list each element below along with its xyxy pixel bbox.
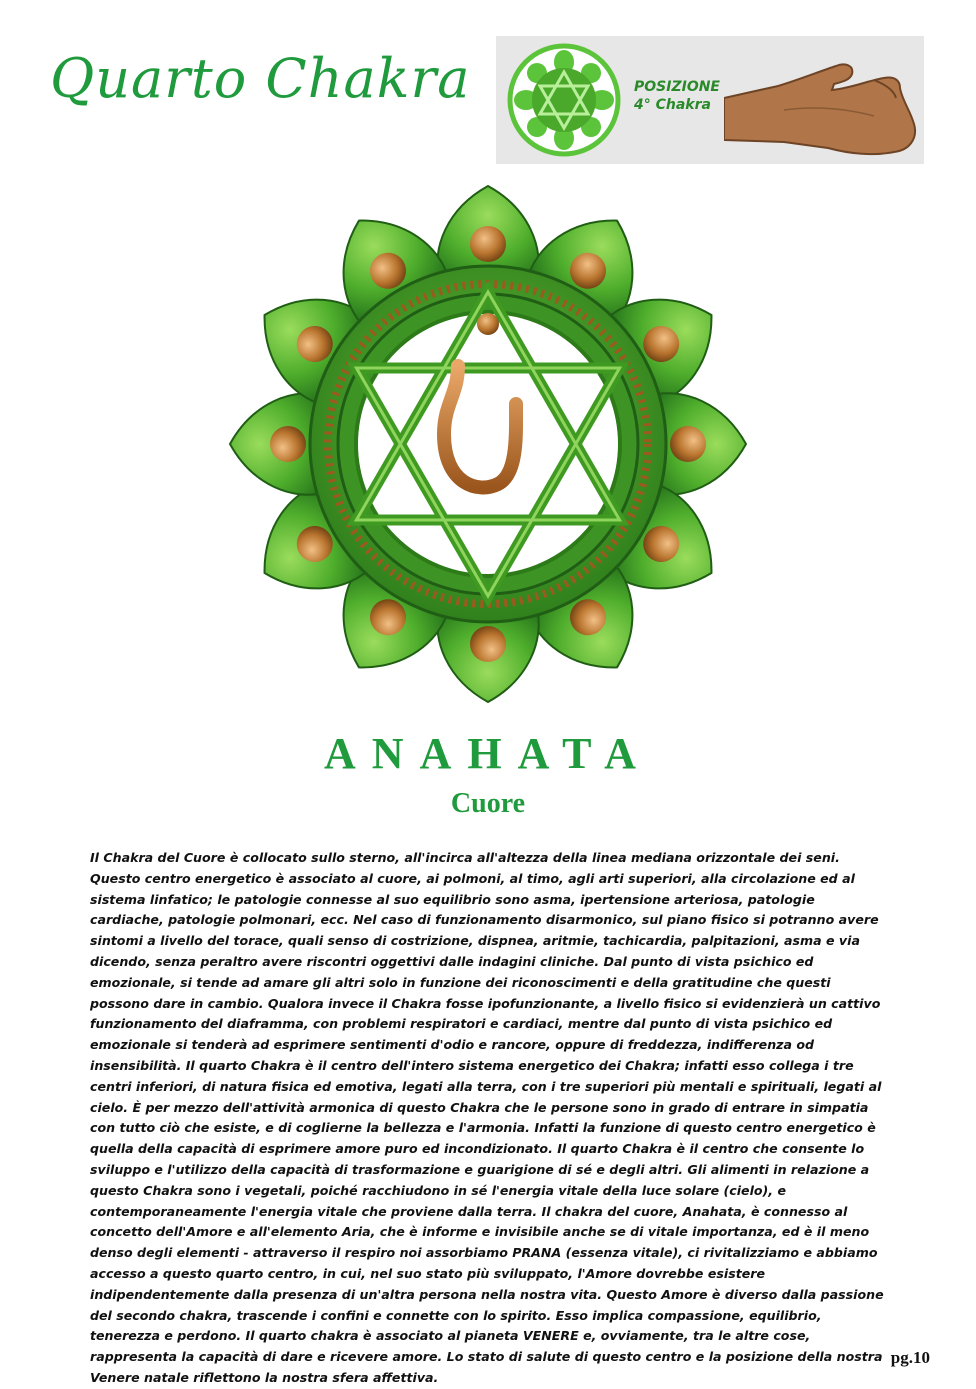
- body-paragraph: Il Chakra del Cuore è collocato sullo sterno, all'incirca all'altezza della linea mediana orizzontale dei seni. Questo centro energetico è associato al cuore, ai polmoni, al timo, agli arti superiori, alla circolazione ed al sistema linfatico; le patologie connesse al suo equilibrio sono asma, ipertensione arteriosa, patologie cardiache, patologie polmonari, ecc. Nel caso di funzionamento disarmonico, sul piano fisico si potranno avere sintomi a livello del torace, quali senso di costrizione, dispnea, aritmie, tachicardia, palpitazioni, asma e via dicendo, senza peraltro avere riscontri oggettivi dalle indagini cliniche. Dal punto di vista psichico ed emozionale, si tende ad amare gli altri solo in funzione dei riconoscimenti e della gratitudine che questi possono dare in cambio. Qualora invece il Chakra fosse ipofunzionante, a livello fisico si evidenzierà un cattivo funzionamento del diaframma, con problemi respiratori e cardiaci, mentre dal punto di vista psichico ed emozionale si tenderà ad esprimere sentimenti d'odio e rancore, oppure di freddezza, indifferenza od insensibilità. Il quarto Chakra è il centro dell'intero sistema energetico dei Chakra; infatti esso collega i tre centri inferiori, di natura fisica ed emotiva, legati alla terra, con i tre superiori più mentali e spirituali, legati al cielo. È per mezzo dell'attività armonica di questo Chakra che le persone sono in grado di entrare in simpatia con tutto ciò che esiste, e di coglierne la bellezza e l'armonia. Infatti la funzione di questo centro energetico è quella della capacità di esprimere amore puro ed incondizionato. Il quarto Chakra è il centro che consente lo sviluppo e l'utilizzo della capacità di trasformazione e guarigione di sé e degli altri. Gli alimenti in relazione a questo Chakra sono i vegetali, poiché racchiudono in sé l'energia vitale della luce solare (cielo), e contemporaneamente l'energia vitale che proviene dalla terra. Il chakra del cuore, Anahata, è connesso al concetto dell'Amore e all'elemento Aria, che è informe e invisibile anche se di vitale importanza, ed è il meno denso degli elementi - attraverso il respiro noi assorbiamo PRANA (essenza vitale), ci rivitalizziamo e abbiamo accesso a questo quarto centro, in cui, nel suo stato più sviluppato, l'Amore dovrebbe esistere indipendentemente dalla presenza di un'altra persona nella nostra vita. Questo Amore è diverso dalla passione del secondo chakra, trascende i confini e connette con lo spirito. Esso implica compassione, equilibrio, tenerezza e perdono. Il quarto chakra è associato al pianeta VENERE e, ovviamente, tra le altre cose, rappresenta la capacità di dare e ricevere amore. Lo stato di salute di questo centro e la posizione della nostra Venere natale riflettono la nostra sfera affettiva.: [90, 850, 884, 1385]
- heart-chakra-emblem-icon: [506, 42, 622, 158]
- position-label-line2: 4° Chakra: [634, 97, 711, 113]
- position-panel: [496, 36, 924, 164]
- page-number: pg.10: [890, 1348, 930, 1367]
- position-label: [634, 78, 720, 114]
- position-label-line1: POSIZIONE: [634, 79, 720, 95]
- mudra-hand-icon: [724, 50, 920, 162]
- page-title: Quarto Chakra: [50, 47, 471, 110]
- chakra-subtitle: Cuore: [450, 788, 526, 819]
- anahata-mandala-icon: [216, 184, 760, 704]
- chakra-name: ANAHATA: [324, 729, 652, 778]
